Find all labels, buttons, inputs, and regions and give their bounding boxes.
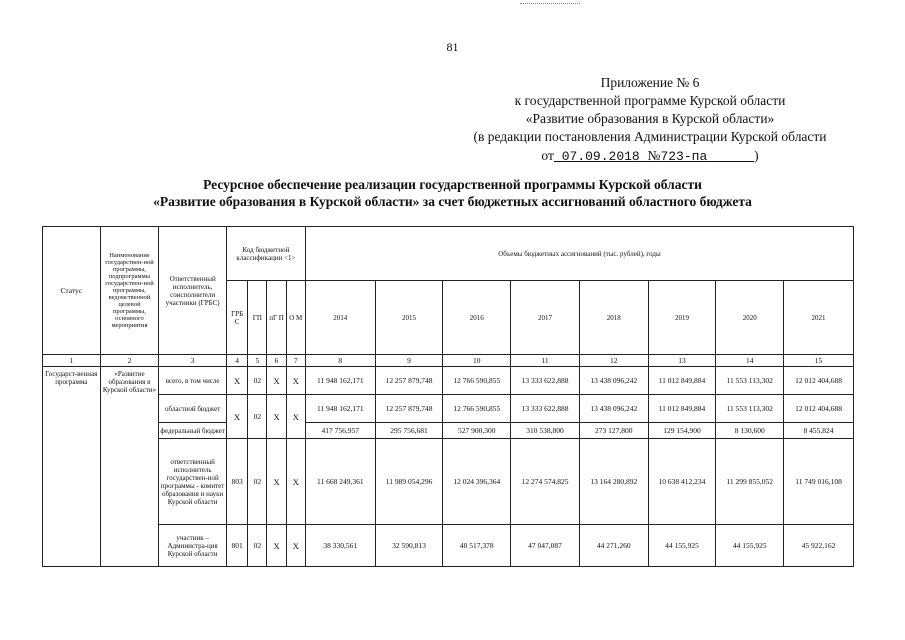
pgp-cell: Х [267, 367, 286, 395]
value-cell: 273 127,800 [579, 423, 648, 439]
value-cell: 8 455,824 [784, 423, 854, 439]
value-cell: 8 130,600 [716, 423, 784, 439]
title-line-1: Ресурсное обеспечение реализации государственной программы Курской области [203, 177, 702, 192]
grbs-cell: 803 [227, 439, 248, 525]
value-cell: 295 756,681 [375, 423, 443, 439]
decree-date: 07.09.2018 [561, 149, 640, 164]
resource-table [42, 226, 854, 567]
gp-cell: 02 [248, 367, 267, 395]
value-cell: 12 024 396,364 [443, 439, 511, 525]
om-cell: Х [286, 395, 305, 439]
value-cell: 13 438 096,242 [579, 367, 648, 395]
value-cell: 527 900,300 [443, 423, 511, 439]
executor-cell: всего, в том числе [159, 367, 227, 395]
value-cell: 11 749 016,108 [784, 439, 854, 525]
header-year: 2014 [305, 281, 375, 355]
column-index: 12 [579, 355, 648, 367]
header-year: 2015 [375, 281, 443, 355]
value-cell: 12 257 879,748 [375, 367, 443, 395]
value-cell: 44 271,260 [579, 525, 648, 567]
value-cell: 38 330,561 [305, 525, 375, 567]
header-volumes: Объемы бюджетных ассигнований (тыс. рублей), годы [305, 227, 853, 281]
gp-cell: 02 [248, 525, 267, 567]
date-prefix: от [541, 148, 554, 163]
value-cell: 40 517,378 [443, 525, 511, 567]
value-cell: 12 274 574,825 [511, 439, 580, 525]
grbs-cell: Х [227, 367, 248, 395]
header-code-gp: ГП [248, 281, 267, 355]
value-cell: 310 538,800 [511, 423, 580, 439]
header-code-om: О М [286, 281, 305, 355]
om-cell: Х [286, 525, 305, 567]
pgp-cell: Х [267, 525, 286, 567]
document-title [0, 176, 905, 210]
table-row [43, 525, 854, 567]
column-index: 9 [375, 355, 443, 367]
table-row [43, 439, 854, 525]
value-cell: 47 047,087 [511, 525, 580, 567]
column-index: 7 [286, 355, 305, 367]
executor-cell: федеральный бюджет [159, 423, 227, 439]
value-cell: 32 590,813 [375, 525, 443, 567]
value-cell: 11 553 113,302 [716, 367, 784, 395]
appendix-line-2: к государственной программе Курской области [514, 93, 786, 108]
header-executor: Ответственный исполнитель, соисполнители участники (ГРБС) [159, 227, 227, 355]
column-index: 1 [43, 355, 101, 367]
grbs-cell: Х [227, 395, 248, 439]
status-cell: Государст-венная программа [43, 367, 101, 567]
column-index: 8 [305, 355, 375, 367]
header-code-pgp: пГ П [267, 281, 286, 355]
table-row [43, 367, 854, 395]
date-suffix: ) [754, 148, 759, 163]
gp-cell: 02 [248, 395, 267, 439]
column-index: 5 [248, 355, 267, 367]
appendix-block [440, 74, 860, 166]
column-index: 6 [267, 355, 286, 367]
header-year: 2018 [579, 281, 648, 355]
value-cell: 11 668 249,361 [305, 439, 375, 525]
value-cell: 45 922,162 [784, 525, 854, 567]
page-number: 81 [446, 40, 459, 54]
appendix-date-line [541, 147, 758, 166]
column-index-row [43, 355, 854, 367]
column-index: 10 [443, 355, 511, 367]
value-cell: 12 766 590,855 [443, 367, 511, 395]
pgp-cell: Х [267, 395, 286, 439]
value-cell: 44 155,925 [648, 525, 716, 567]
value-cell: 129 154,900 [648, 423, 716, 439]
appendix-line-4: (в редакции постановления Администрации Курской области [473, 129, 827, 144]
value-cell: 11 012 849,884 [648, 395, 716, 423]
value-cell: 11 012 849,884 [648, 367, 716, 395]
title-line-2: «Развитие образования в Курской области» за счет бюджетных ассигнований областного бюджета [153, 194, 752, 209]
header-status: Статус [43, 227, 101, 355]
value-cell: 13 333 622,888 [511, 367, 580, 395]
column-index: 4 [227, 355, 248, 367]
value-cell: 11 948 162,171 [305, 367, 375, 395]
value-cell: 11 948 162,171 [305, 395, 375, 423]
table-row [43, 395, 854, 423]
header-year: 2016 [443, 281, 511, 355]
value-cell: 12 257 879,748 [375, 395, 443, 423]
value-cell: 10 638 412,234 [648, 439, 716, 525]
value-cell: 44 155,925 [716, 525, 784, 567]
header-year: 2019 [648, 281, 716, 355]
appendix-line-1: Приложение № 6 [600, 75, 700, 90]
gp-cell: 02 [248, 439, 267, 525]
column-index: 3 [159, 355, 227, 367]
value-cell: 13 438 096,242 [579, 395, 648, 423]
om-cell: Х [286, 439, 305, 525]
value-cell: 417 756,957 [305, 423, 375, 439]
scan-artifact-line [520, 3, 580, 4]
value-cell: 13 333 622,888 [511, 395, 580, 423]
header-year: 2017 [511, 281, 580, 355]
value-cell: 12 012 404,688 [784, 395, 854, 423]
header-year: 2020 [716, 281, 784, 355]
header-codes: Код бюджетной классификации <1> [227, 227, 306, 281]
column-index: 15 [784, 355, 854, 367]
value-cell: 12 012 404,688 [784, 367, 854, 395]
column-index: 14 [716, 355, 784, 367]
value-cell: 13 164 280,892 [579, 439, 648, 525]
number-prefix: № [647, 148, 661, 163]
header-year: 2021 [784, 281, 854, 355]
grbs-cell: 801 [227, 525, 248, 567]
om-cell: Х [286, 367, 305, 395]
pgp-cell: Х [267, 439, 286, 525]
executor-cell: областной бюджет [159, 395, 227, 423]
decree-number: 723-па [660, 149, 708, 164]
table-row [43, 423, 854, 439]
header-code-grbs: ГРБ С [227, 281, 248, 355]
appendix-line-3: «Развитие образования в Курской области» [525, 111, 775, 126]
column-index: 13 [648, 355, 716, 367]
value-cell: 11 989 054,296 [375, 439, 443, 525]
value-cell: 11 553 113,302 [716, 395, 784, 423]
executor-cell: участник – Администра-ция Курской области [159, 525, 227, 567]
header-name: Наименование государствен-ной программы, подпрограммы государствен-ной программы, ведомственной целевой программы, основного мероприятия [100, 227, 159, 355]
executor-cell: ответственный исполнитель государствен-ной программы - комитет образования и науки Курской области [159, 439, 227, 525]
value-cell: 12 766 590,855 [443, 395, 511, 423]
program-name-cell: «Развитие образования в Курской области» [100, 367, 159, 567]
value-cell: 11 299 855,052 [716, 439, 784, 525]
column-index: 11 [511, 355, 580, 367]
column-index: 2 [100, 355, 159, 367]
